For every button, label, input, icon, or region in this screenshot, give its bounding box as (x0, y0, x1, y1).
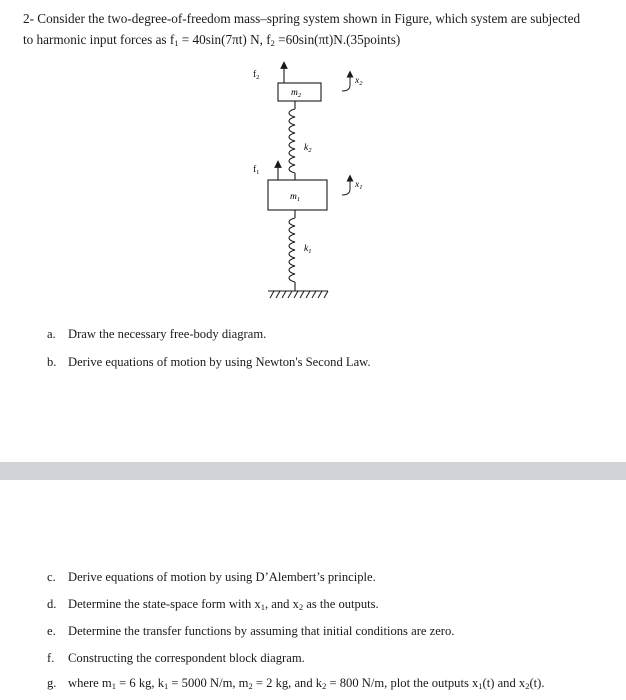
spring-k2-label: $k_2$ (304, 143, 312, 154)
displacement-x2-arrow (342, 74, 350, 91)
task-c-label: c. (47, 570, 56, 584)
task-b-text: Derive equations of motion by using Newton's Second Law. (68, 355, 371, 369)
task-e-text: Determine the transfer functions by assuming that initial conditions are zero. (68, 624, 455, 638)
task-f-text: Constructing the correspondent block diagram. (68, 651, 305, 665)
force-f1-label: $f_1$ (253, 165, 260, 176)
task-d-text: Determine the state-space form with $x_1$, and $x_2$ as the outputs. (68, 597, 379, 612)
task-g-label: g. (47, 676, 57, 690)
spring-k1 (289, 210, 295, 291)
task-a-text: Draw the necessary free-body diagram. (68, 327, 267, 341)
task-d-label: d. (47, 597, 57, 611)
task-g-text: where $m_1 = 6$ kg, $k_1 = 5000$ N/m, $m_2 = 2$ kg, and $k_2 = 800$ N/m, plot the outputs $x_1(t)$ and $x_2(t)$. (68, 676, 545, 691)
displacement-x1-label: $x_1$ (355, 180, 363, 191)
mass-m1-label: $m_1$ (290, 192, 301, 203)
spring-k2 (289, 101, 295, 180)
problem-statement (23, 8, 613, 50)
page-separator (0, 462, 626, 480)
task-a-label: a. (47, 327, 56, 341)
mass-m2-label: $m_2$ (291, 88, 302, 99)
mass-m1-block (268, 180, 327, 210)
displacement-x1-arrow (342, 178, 350, 195)
spring-k1-label: $k_1$ (304, 244, 312, 255)
task-f-label: f. (47, 651, 55, 665)
problem-line-2: to harmonic input forces as $f_1 = 40\sin(7\pi t)$ N, $f_2$ =60sin(πt)N.(35points) (23, 32, 401, 48)
task-b-label: b. (47, 355, 57, 369)
ground-hatch (268, 291, 328, 298)
task-c-text: Derive equations of motion by using D’Alembert’s principle. (68, 570, 376, 584)
displacement-x2-label: $x_2$ (355, 76, 363, 87)
mass-spring-diagram (240, 58, 380, 303)
force-f2-label: $f_2$ (253, 70, 260, 81)
task-e-label: e. (47, 624, 56, 638)
problem-line-1: 2- Consider the two-degree-of-freedom mass–spring system shown in Figure, which system are subjected (23, 11, 581, 26)
mass-spring-figure (240, 58, 380, 303)
